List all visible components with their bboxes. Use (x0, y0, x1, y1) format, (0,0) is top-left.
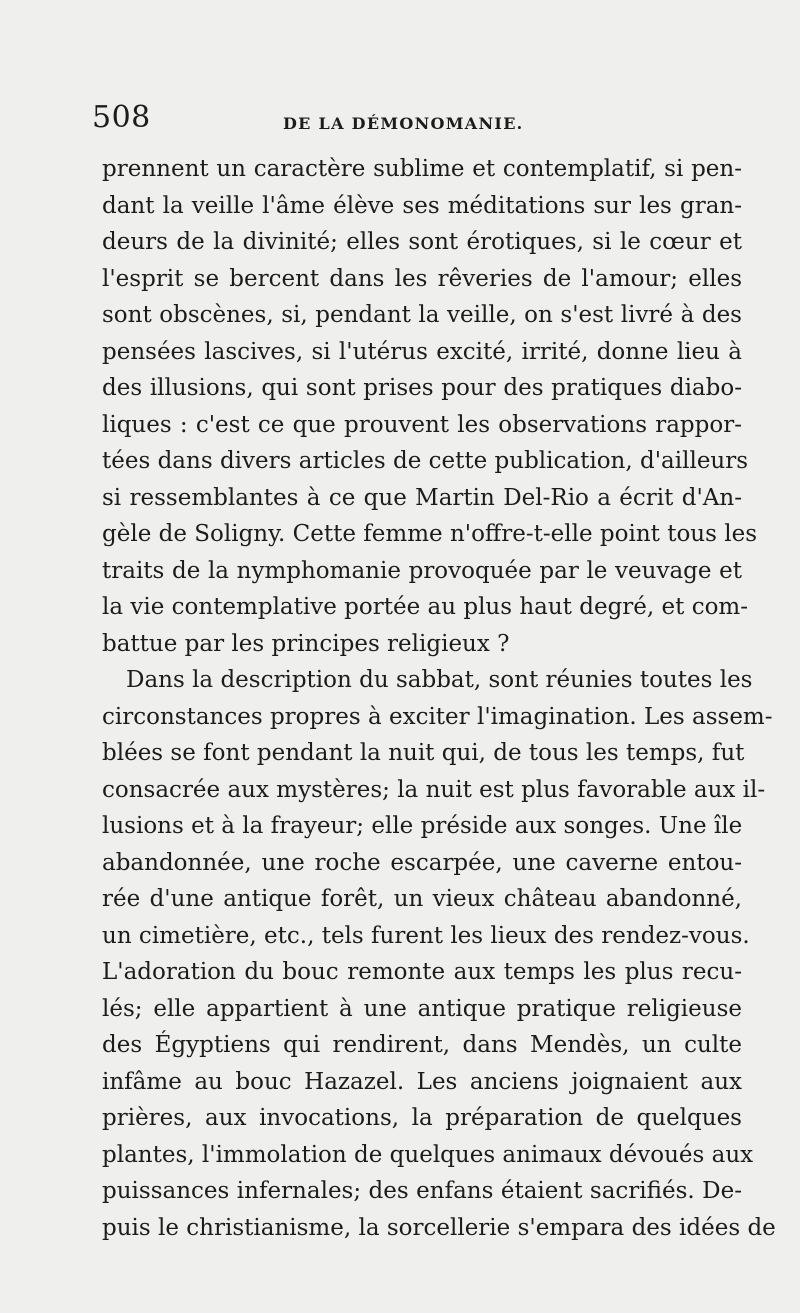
text-line: puissances infernales; des enfans étaient sacrifiés. De- (102, 1178, 742, 1204)
text-line: infâme au bouc Hazazel. Les anciens joignaient aux (102, 1068, 742, 1095)
text-line: tées dans divers articles de cette publication, d'ailleurs (102, 448, 749, 474)
paragraph-1 (102, 151, 757, 662)
text-line: Dans la description du sabbat, sont réunies toutes les (126, 667, 753, 693)
text-line: liques : c'est ce que prouvent les observations rappor- (102, 411, 742, 438)
page-header (92, 100, 742, 144)
text-line: des illusions, qui sont prises pour des pratiques diabo- (102, 375, 742, 401)
text-line: sont obscènes, si, pendant la veille, on s'est livré à des (102, 302, 742, 328)
page-number: 508 (92, 100, 151, 135)
text-line: traits de la nymphomanie provoquée par le veuvage et (102, 557, 742, 584)
text-line: des Égyptiens qui rendirent, dans Mendès, un culte (102, 1032, 742, 1058)
text-line: si ressemblantes à ce que Martin Del-Rio a écrit d'An- (102, 484, 742, 511)
text-line: un cimetière, etc., tels furent les lieux des rendez-vous. (102, 922, 750, 949)
text-line: lusions et à la frayeur; elle préside aux songes. Une île (102, 813, 743, 839)
text-line: lés; elle appartient à une antique pratique religieuse (102, 995, 742, 1022)
text-line: gèle de Soligny. Cette femme n'offre-t-elle point tous les (102, 521, 757, 547)
text-line: prennent un caractère sublime et contemplatif, si pen- (102, 156, 742, 182)
text-line: consacrée aux mystères; la nuit est plus favorable aux il- (102, 776, 766, 803)
running-title: DE LA DÉMONOMANIE. (283, 114, 524, 133)
text-line: rée d'une antique forêt, un vieux château abandonné, (102, 886, 742, 912)
text-line: blées se font pendant la nuit qui, de tous les temps, fut (102, 740, 745, 766)
paragraph-2 (102, 662, 776, 1246)
text-line: puis le christianisme, la sorcellerie s'empara des idées de (102, 1214, 776, 1241)
text-line: prières, aux invocations, la préparation de quelques (102, 1105, 742, 1131)
text-line: dant la veille l'âme élève ses méditations sur les gran- (102, 192, 742, 219)
text-line: plantes, l'immolation de quelques animaux dévoués aux (102, 1141, 754, 1168)
text-line: L'adoration du bouc remonte aux temps les plus recu- (102, 959, 742, 985)
text-line: deurs de la divinité; elles sont érotiques, si le cœur et (102, 229, 742, 255)
text-line: circonstances propres à exciter l'imagination. Les assem- (102, 703, 773, 730)
text-line: pensées lascives, si l'utérus excité, irrité, donne lieu à (102, 338, 742, 365)
text-line: l'esprit se bercent dans les rêveries de l'amour; elles (102, 265, 742, 292)
text-line: la vie contemplative portée au plus haut degré, et com- (102, 594, 748, 620)
text-line: abandonnée, une roche escarpée, une caverne entou- (102, 849, 742, 876)
text-line: battue par les principes religieux ? (102, 630, 510, 657)
body-text (102, 151, 776, 1246)
